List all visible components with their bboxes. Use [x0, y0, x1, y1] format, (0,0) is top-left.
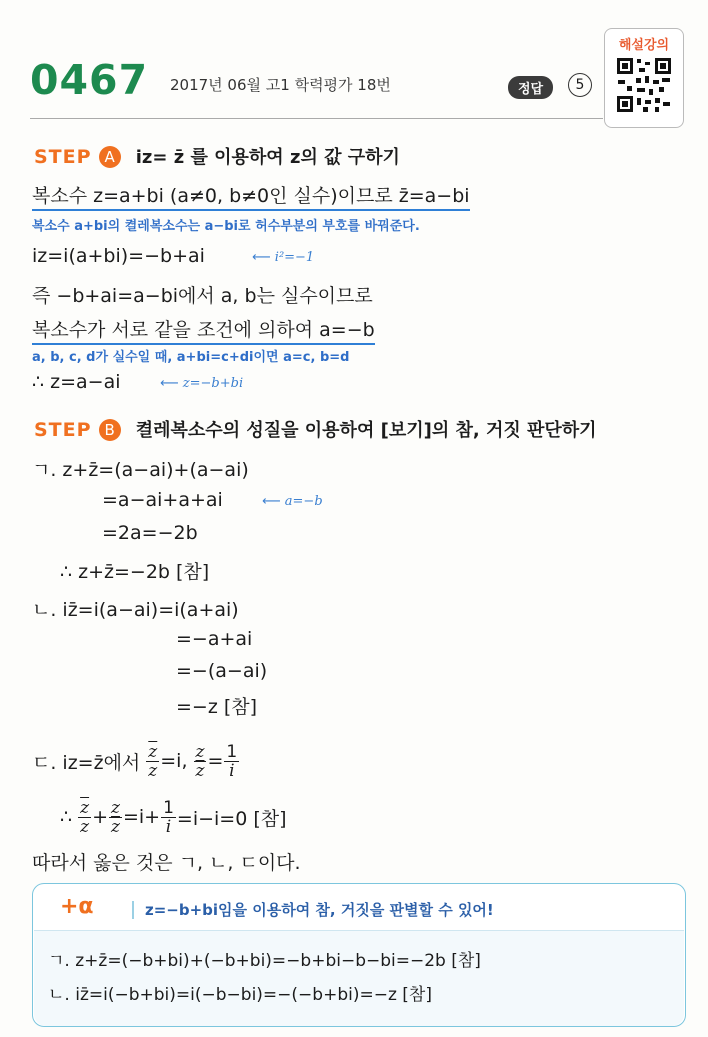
item-g-line-2: =a−ai+a+ai	[102, 489, 223, 511]
qr-code-icon[interactable]	[615, 56, 673, 114]
left-arrow-icon: ⟵	[252, 250, 271, 265]
left-arrow-icon: ⟵	[160, 376, 179, 391]
step-a-note-1: 복소수 a+bi의 켤레복소수는 a−bi로 허수부분의 부호를 바꿔준다.	[32, 219, 420, 234]
step-b-letter: B	[99, 419, 121, 441]
step-a-arrow-note-2: ⟵ i²=−1	[252, 250, 315, 265]
tip-divider	[132, 901, 134, 919]
step-a-line-4: 복소수가 서로 같을 조건에 의하여 a=−b	[32, 315, 375, 342]
conclusion: 따라서 옳은 것은 ㄱ, ㄴ, ㄷ이다.	[32, 852, 301, 874]
step-a-line-3: 즉 −b+ai=a−bi에서 a, b는 실수이므로	[32, 285, 373, 307]
problem-number: 0467	[30, 56, 149, 104]
item-g-line-3: =2a=−2b	[102, 522, 198, 544]
tip-line-2: ㄴ. iz̄=i(−b+bi)=i(−b−bi)=−(−b+bi)=−z [참]	[48, 985, 432, 1005]
step-a-line-5: ∴ z=a−ai	[32, 371, 121, 393]
step-a-header	[34, 143, 400, 169]
tip-heading: z=−b+bi임을 이용하여 참, 거짓을 판별할 수 있어!	[145, 901, 494, 919]
step-b-label: STEP	[34, 419, 92, 441]
item-g-line-4: ∴ z+z̄=−2b [참]	[60, 561, 210, 583]
plus-alpha-icon: +α	[60, 894, 94, 919]
step-a-note-4: a, b, c, d가 실수일 때, a+bi=c+di이면 a=c, b=d	[32, 350, 350, 365]
step-a-letter: A	[99, 146, 121, 168]
fraction-one-over-i: $\frac{1}{i}$	[226, 741, 238, 781]
step-a-line-2: iz=i(a+bi)=−b+ai	[32, 245, 205, 267]
step-a-label: STEP	[34, 146, 92, 168]
item-n-line-1: ㄴ. iz̄=i(a−ai)=i(a+ai)	[32, 599, 239, 621]
item-n-line-4: =−z [참]	[176, 696, 258, 718]
item-d-line-1: ㄷ. iz=z̄에서 $\frac{\overline{z}}{z}$ =i, $\frac{z}{z}$ = $\frac{1}{i}$	[32, 741, 238, 781]
step-b-title: 켤레복소수의 성질을 이용하여 [보기]의 참, 거짓 판단하기	[135, 420, 597, 441]
step-b-header	[34, 416, 597, 442]
step-a-title: iz= z̄ 를 이용하여 z의 값 구하기	[135, 147, 400, 168]
answer-value: 5	[568, 73, 592, 97]
item-g-arrow-note: ⟵ a=−b	[262, 494, 323, 509]
tip-line-1: ㄱ. z+z̄=(−b+bi)+(−b+bi)=−b+bi−b−bi=−2b [참]	[48, 951, 481, 971]
qr-label: 해설강의	[618, 38, 670, 53]
item-g-line-1: ㄱ. z+z̄=(a−ai)+(a−ai)	[32, 459, 249, 481]
problem-source: 2017년 06월 고1 학력평가 18번	[170, 76, 391, 94]
item-n-line-3: =−(a−ai)	[176, 660, 268, 682]
step-a-line-1: 복소수 z=a+bi (a≠0, b≠0인 실수)이므로 z̄=a−bi	[32, 181, 470, 208]
step-a-arrow-note-5: ⟵ z=−b+bi	[160, 376, 244, 391]
left-arrow-icon: ⟵	[262, 494, 281, 509]
fraction-z-over-zbar: $\frac{z}{z}$	[195, 741, 205, 781]
item-d-line-2: ∴ $\frac{\overline{z}}{z}$ + $\frac{z}{z}$ =i+ $\frac{1}{i}$ =i−i=0 [참]	[60, 797, 287, 837]
header-divider	[30, 118, 603, 119]
answer-badge: 정답	[508, 76, 553, 99]
item-n-line-2: =−a+ai	[176, 628, 253, 650]
fraction-zbar-over-z: $\frac{\overline{z}}{z}$	[148, 741, 158, 781]
tip-body	[34, 930, 684, 1026]
